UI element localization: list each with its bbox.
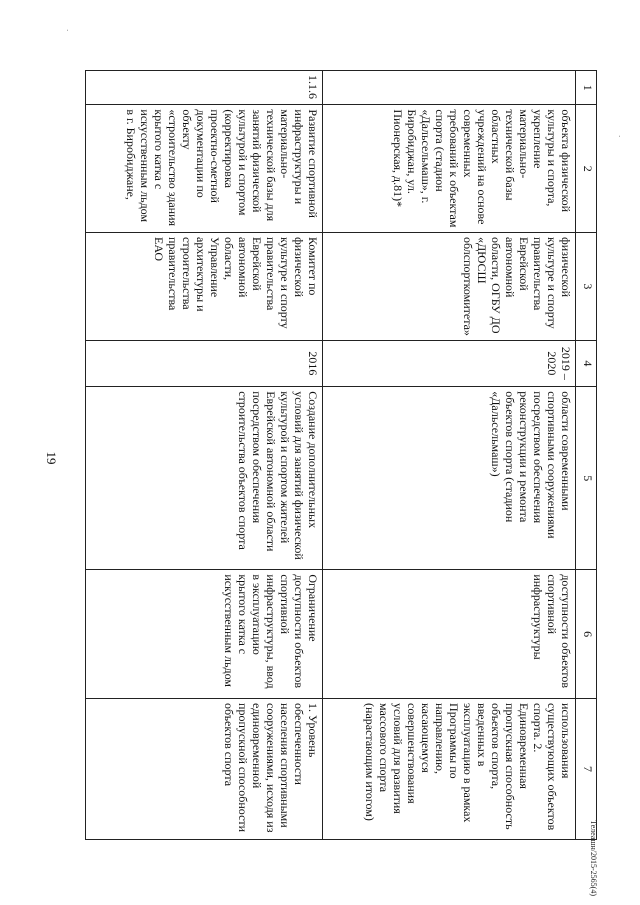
cell-indicators: использования существующих объектов спорта. 2. Единовременная пропускная способность объектов спорта, введенных в эксплуатацию в рамках Программы по направлению, касающемуся совершенствования условий для развития массового спорта (нарастающим итогом) <box>323 699 576 840</box>
cell-expected-result: Создание дополнительных условий для занятий физической культурой и спортом жителей Еврейской автономной области посредством обеспечения строительства объектов спорта <box>86 387 323 570</box>
scan-speck: ˌ <box>618 128 621 137</box>
header-col-1: 1 <box>576 71 597 105</box>
cell-number <box>323 71 576 105</box>
header-col-4: 4 <box>576 340 597 387</box>
cell-measure: объекта физической культуры и спорта, укрепление материально-технической базы областных учреждений на основе современных требований к объектам спорта (стадион «Дальсельмаш», г. Биробиджан, ул. Пионерская, д.81)* <box>323 105 576 233</box>
cell-period: 2019 – 2020 <box>323 340 576 387</box>
header-col-3: 3 <box>576 233 597 341</box>
header-col-7: 7 <box>576 699 597 840</box>
cell-expected-result: области современными спортивными сооружениями посредством обеспечения реконструкции и ремонта объектов спорта (стадион «Дальсельмаш») <box>323 387 576 570</box>
header-col-5: 5 <box>576 387 597 570</box>
document-table-area <box>86 70 597 840</box>
cell-consequences: доступности объектов спортивной инфраструктуры <box>323 570 576 699</box>
table-header-row <box>576 71 597 840</box>
cell-executor: Комитет по физической культуре и спорту правительства Еврейской автономной области, Управление архитектуры и строительства правительства ЕАО <box>86 233 323 341</box>
cell-indicators: 1. Уровень обеспеченности населения спортивными сооружениями, исходя из единовременной пропускной способности объектов спорта <box>86 699 323 840</box>
program-measures-table <box>85 70 597 840</box>
scan-speck: ˌ <box>66 22 69 31</box>
cell-executor: физической культуре и спорту правительства Еврейской автономной области, ОГБУ ДО «ДЮСШ облспорткомитета» <box>323 233 576 341</box>
cell-measure: Развитие спортивной инфраструктуры и материально-технической базы для занятий физической культурой и спортом (корректировка проектно-сметной документации по объекту «строительство здания крытого катка с искусственным льдом в г. Биробиджане, <box>86 105 323 233</box>
cell-period: 2016 <box>86 340 323 387</box>
rotated-page-content <box>86 70 597 840</box>
header-col-2: 2 <box>576 105 597 233</box>
page-number: 19 <box>44 451 59 465</box>
table-row <box>323 71 576 840</box>
header-col-6: 6 <box>576 570 597 699</box>
cell-number: 1.1.6 <box>86 71 323 105</box>
table-row <box>86 71 323 840</box>
footer-code: Телеашн/2015-2565(4) <box>589 820 598 896</box>
cell-consequences: Ограничение доступности объектов спортивной инфраструктуры, ввод в эксплуатацию крытого катка с искусственным льдом <box>86 570 323 699</box>
